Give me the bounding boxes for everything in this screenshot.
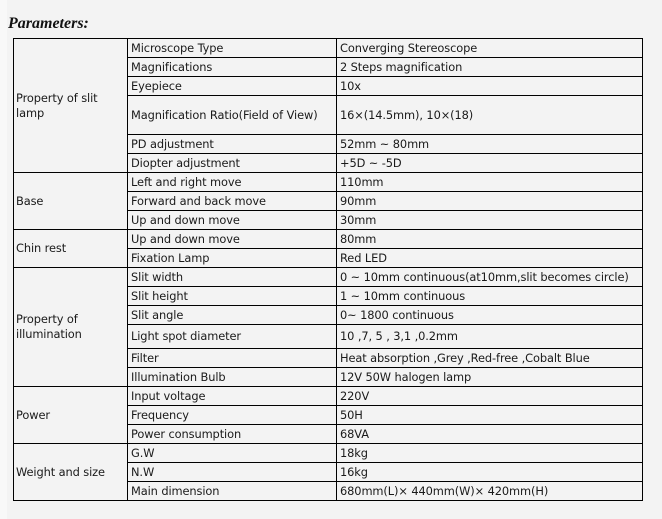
param-name: PD adjustment [128,135,337,154]
param-name: G.W [128,444,337,463]
group-label: Base [14,173,128,230]
group-label: Chin rest [14,230,128,268]
table-row [14,387,643,406]
param-name: Filter [128,349,337,368]
param-value: 12V 50W halogen lamp [337,368,643,387]
param-value: Red LED [337,249,643,268]
param-name: Up and down move [128,230,337,249]
table-row [14,39,643,58]
param-value: 68VA [337,425,643,444]
param-value: +5D ~ -5D [337,154,643,173]
param-value: 2 Steps magnification [337,58,643,77]
param-value: 52mm ~ 80mm [337,135,643,154]
param-name: Eyepiece [128,77,337,96]
param-value: 0~ 1800 continuous [337,306,643,325]
param-value: 680mm(L)× 440mm(W)× 420mm(H) [337,482,643,501]
group-label: Property of illumination [14,268,128,387]
param-value: Converging Stereoscope [337,39,643,58]
param-value: 18kg [337,444,643,463]
param-value: Heat absorption ,Grey ,Red-free ,Cobalt Blue [337,349,643,368]
param-name: Illumination Bulb [128,368,337,387]
param-name: Frequency [128,406,337,425]
param-name: Diopter adjustment [128,154,337,173]
param-name: Magnification Ratio(Field of View) [128,96,337,135]
table-row [14,268,643,287]
section-title: Parameters: [8,15,89,32]
param-name: Slit angle [128,306,337,325]
param-value: 220V [337,387,643,406]
param-name: Power consumption [128,425,337,444]
param-name: Up and down move [128,211,337,230]
param-name: N.W [128,463,337,482]
param-name: Slit width [128,268,337,287]
param-name: Fixation Lamp [128,249,337,268]
parameters-table [13,38,643,501]
param-value: 90mm [337,192,643,211]
param-value: 0 ~ 10mm continuous(at10mm,slit becomes circle) [337,268,643,287]
group-label: Power [14,387,128,444]
param-name: Light spot diameter [128,325,337,349]
group-label: Property of slit lamp [14,39,128,173]
param-value: 10x [337,77,643,96]
group-label: Weight and size [14,444,128,501]
param-name: Microscope Type [128,39,337,58]
param-name: Left and right move [128,173,337,192]
param-value: 16kg [337,463,643,482]
param-name: Main dimension [128,482,337,501]
param-value: 30mm [337,211,643,230]
param-name: Forward and back move [128,192,337,211]
param-name: Slit height [128,287,337,306]
param-value: 10 ,7, 5 , 3,1 ,0.2mm [337,325,643,349]
table-row [14,444,643,463]
page-margin [0,0,7,519]
param-value: 1 ~ 10mm continuous [337,287,643,306]
param-value: 110mm [337,173,643,192]
table-row [14,173,643,192]
param-value: 16×(14.5mm), 10×(18) [337,96,643,135]
table-row [14,230,643,249]
param-value: 50H [337,406,643,425]
param-name: Magnifications [128,58,337,77]
param-name: Input voltage [128,387,337,406]
param-value: 80mm [337,230,643,249]
